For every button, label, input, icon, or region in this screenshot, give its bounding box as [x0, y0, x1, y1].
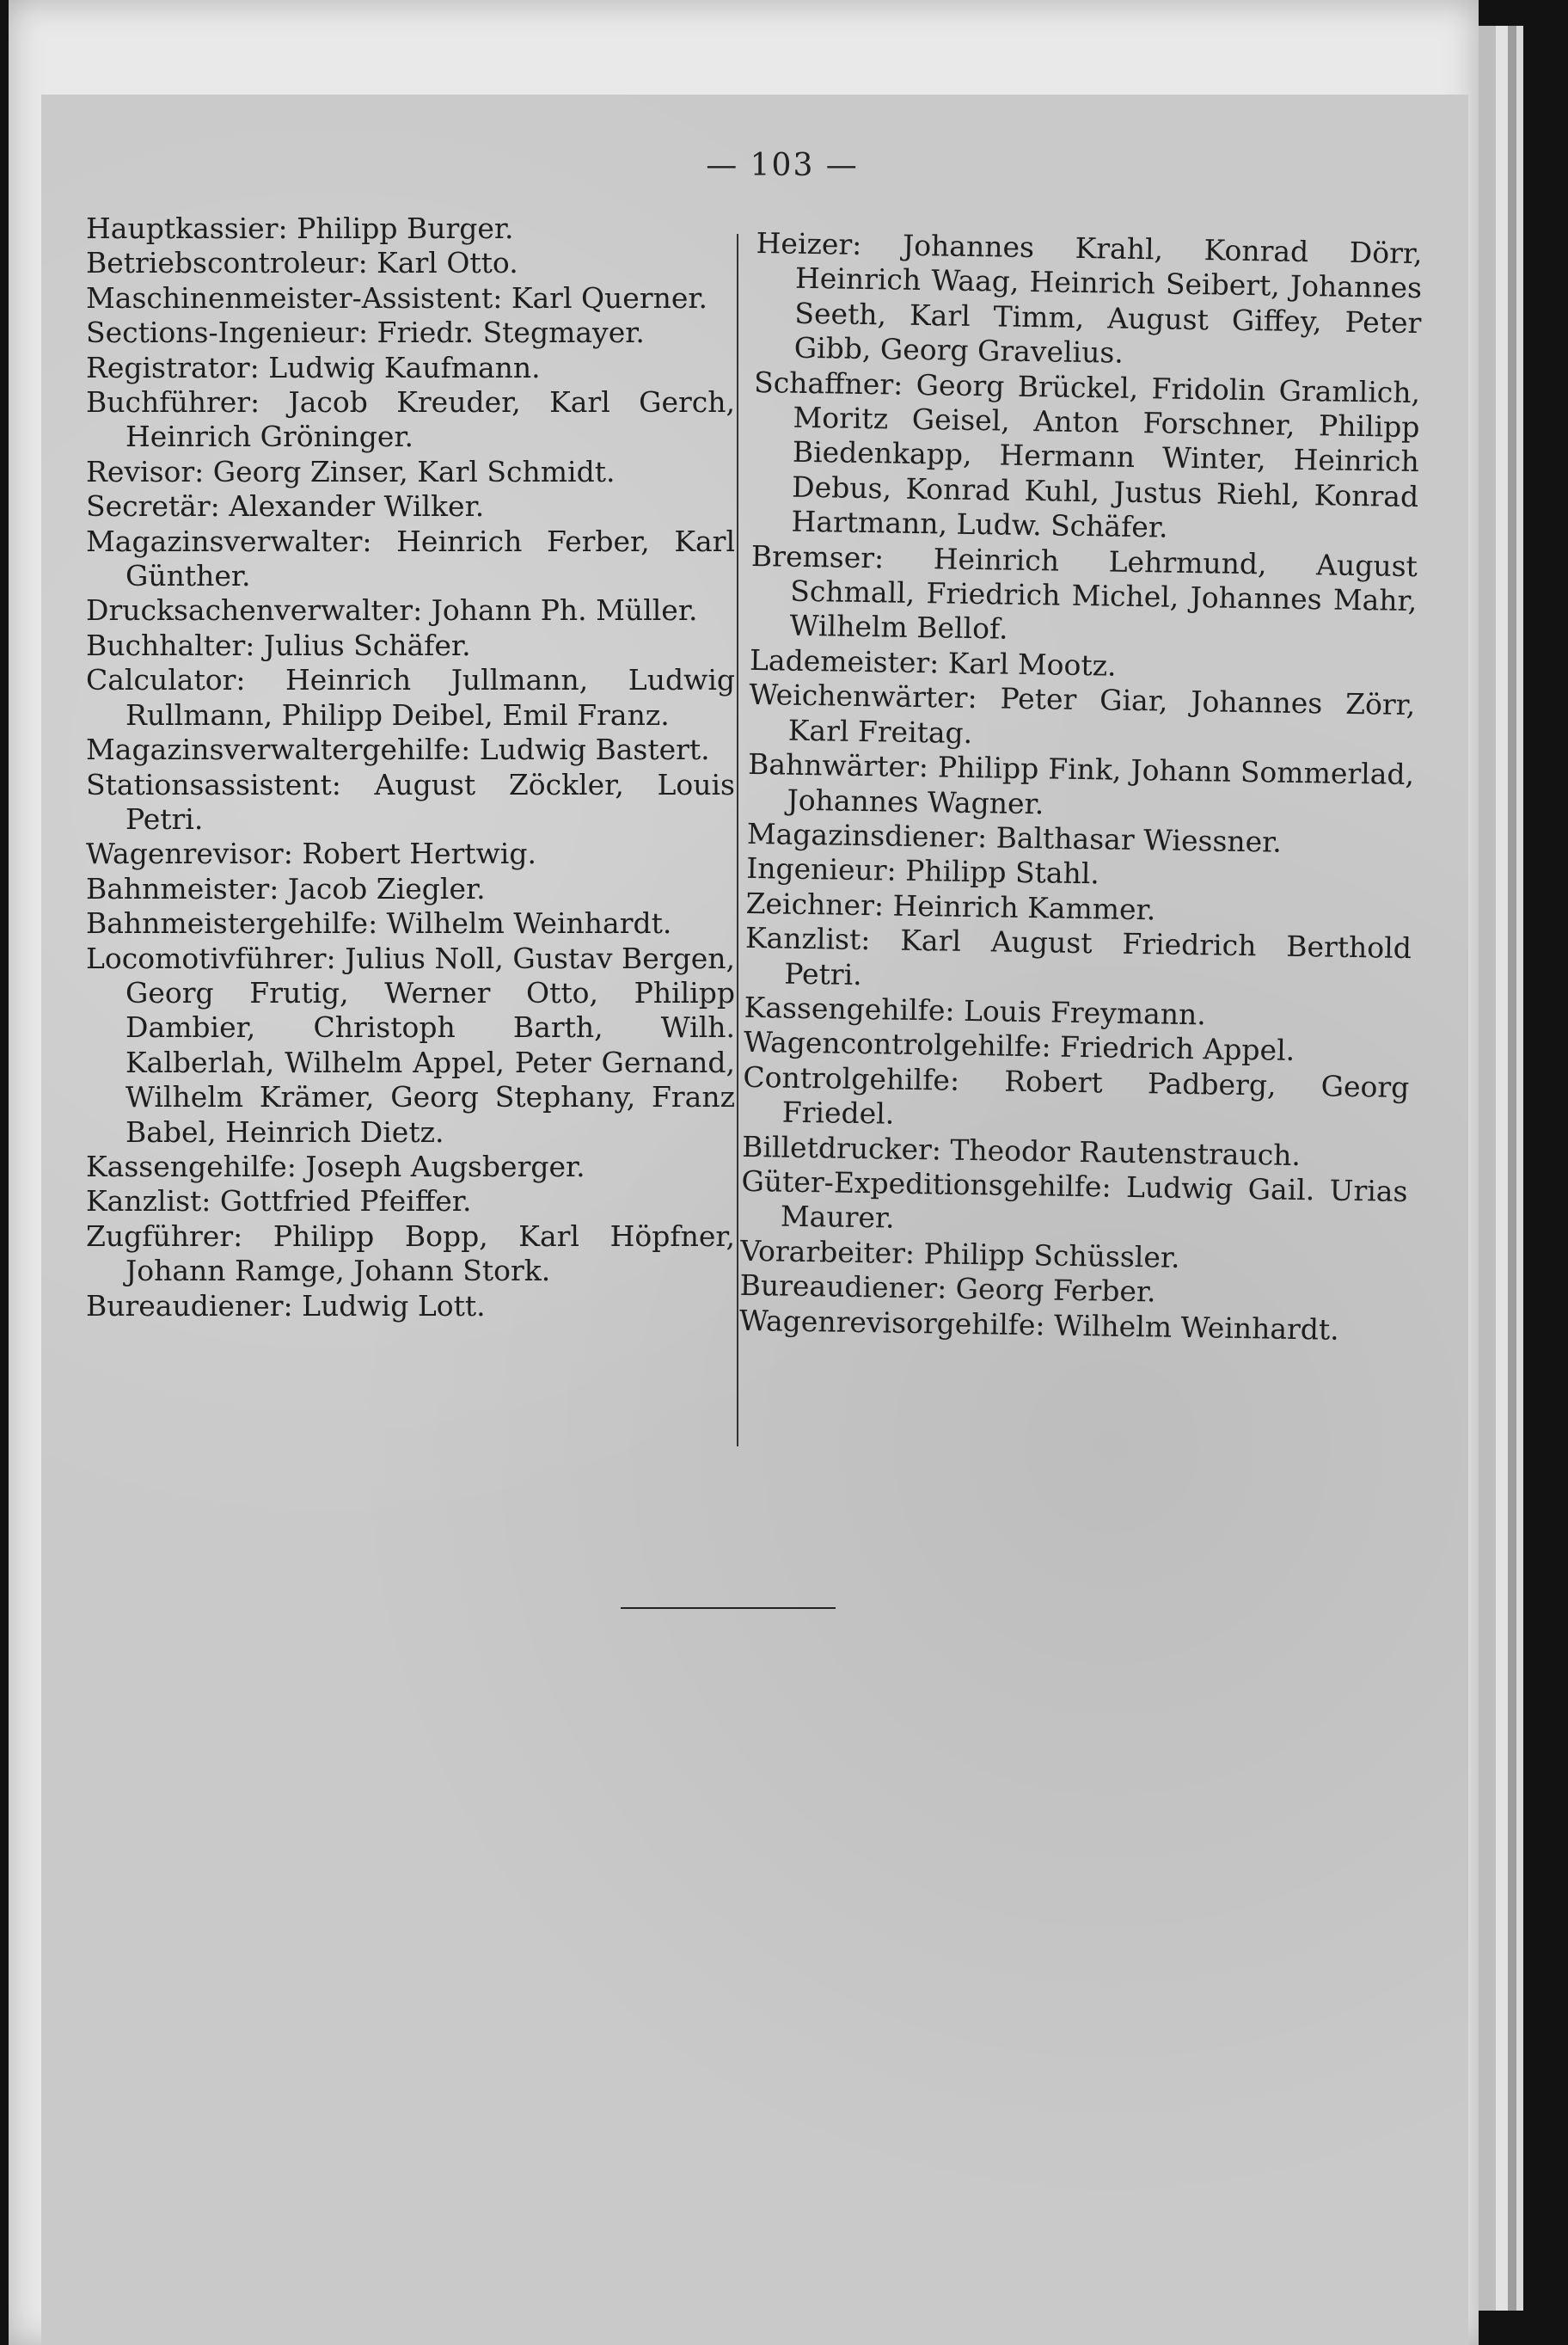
list-item: Controlgehilfe: Robert Padberg, Georg Friedel.: [743, 1059, 1410, 1131]
list-item: Ingenieur: Philipp Stahl.: [745, 851, 1100, 891]
list-item: Güter-Expeditionsgehilfe: Ludwig Gail. Urias Maurer.: [741, 1163, 1408, 1236]
list-item: Buchführer: Jacob Kreuder, Karl Gerch, Heinrich Gröninger.: [86, 385, 735, 454]
list-item: Billetdrucker: Theodor Rautenstrauch.: [741, 1129, 1302, 1172]
list-item: Stationsassistent: August Zöckler, Louis Petri.: [86, 767, 735, 836]
list-item: Betriebscontroleur: Karl Otto.: [86, 246, 518, 280]
list-item: Bremser: Heinrich Lehrmund, August Schmall, Friedrich Michel, Johannes Mahr, Wilhelm Bellof.: [750, 538, 1418, 647]
list-item: Wagenrevisorgehilfe: Wilhelm Weinhardt.: [738, 1303, 1340, 1347]
list-item: Lademeister: Karl Mootz.: [749, 642, 1117, 683]
list-item: Kanzlist: Gottfried Pfeiffer.: [86, 1184, 472, 1219]
list-item: Zeichner: Heinrich Kammer.: [745, 886, 1156, 927]
list-item: Calculator: Heinrich Jullmann, Ludwig Rullmann, Philipp Deibel, Emil Franz.: [86, 663, 735, 732]
list-item: Wagenrevisor: Robert Hertwig.: [86, 837, 536, 871]
list-item: Kassengehilfe: Louis Freymann.: [744, 990, 1207, 1032]
list-item: Schaffner: Georg Brückel, Fridolin Gramlich, Moritz Geisel, Anton Forschner, Philipp Biedenkapp, Hermann Winter, Heinrich Debus, Konrad Kuhl, Justus Riehl, Konrad Hartmann, Ludw. Schäfer.: [753, 365, 1421, 544]
list-item: Magazinsverwaltergehilfe: Ludwig Bastert.: [86, 733, 710, 767]
list-item: Bureaudiener: Georg Ferber.: [739, 1268, 1156, 1309]
list-item: Bahnmeistergehilfe: Wilhelm Weinhardt.: [86, 906, 672, 941]
list-item: Secretär: Alexander Wilker.: [86, 489, 485, 524]
page-edge: [1477, 26, 1496, 2311]
list-item: Weichenwärter: Peter Giar, Johannes Zörr, Karl Freitag.: [749, 678, 1416, 750]
list-item: Maschinenmeister-Assistent: Karl Querner.: [86, 280, 708, 315]
page-edge: [1516, 26, 1523, 2311]
left-column: [86, 212, 735, 1323]
list-item: Kassengehilfe: Joseph Augsberger.: [86, 1149, 585, 1183]
list-item: Bahnwärter: Philipp Fink, Johann Sommerlad, Johannes Wagner.: [747, 747, 1415, 820]
right-column: [739, 226, 1423, 1348]
list-item: Heizer: Johannes Krahl, Konrad Dörr, Heinrich Waag, Heinrich Seibert, Johannes Seeth, Karl Timm, August Giffey, Peter Gibb, Georg Gravelius.: [756, 226, 1423, 370]
page-edge: [1508, 26, 1516, 2311]
list-item: Hauptkassier: Philipp Burger.: [86, 212, 514, 245]
list-item: Revisor: Georg Zinser, Karl Schmidt.: [86, 454, 616, 488]
page-edge: [1496, 26, 1508, 2311]
list-item: Buchhalter: Julius Schäfer.: [86, 628, 471, 662]
column-divider: [737, 234, 738, 1446]
list-item: Zugführer: Philipp Bopp, Karl Höpfner, Johann Ramge, Johann Stork.: [86, 1219, 735, 1288]
list-item: Magazinsdiener: Balthasar Wiessner.: [746, 816, 1283, 859]
end-rule: [621, 1607, 836, 1609]
list-item: Magazinsverwalter: Heinrich Ferber, Karl Günther.: [86, 524, 735, 593]
list-item: Vorarbeiter: Philipp Schüssler.: [739, 1233, 1180, 1274]
list-item: Bahnmeister: Jacob Ziegler.: [86, 871, 486, 905]
list-item: Drucksachenverwalter: Johann Ph. Müller.: [86, 593, 698, 628]
list-item: Registrator: Ludwig Kaufmann.: [86, 350, 541, 384]
page-number: — 103 —: [706, 148, 859, 183]
list-item: Locomotivführer: Julius Noll, Gustav Bergen, Georg Frutig, Werner Otto, Philipp Dambier, Christoph Barth, Wilh. Kalberlah, Wilhelm Appel, Peter Gernand, Wilhelm Krämer, Georg Stephany, Franz Babel, Heinrich Dietz.: [86, 941, 735, 1149]
list-item: Sections-Ingenieur: Friedr. Stegmayer.: [86, 316, 645, 350]
list-item: Bureaudiener: Ludwig Lott.: [86, 1288, 486, 1323]
list-item: Kanzlist: Karl August Friedrich Berthold Petri.: [744, 921, 1412, 991]
list-item: Wagencontrolgehilfe: Friedrich Appel.: [743, 1025, 1295, 1068]
